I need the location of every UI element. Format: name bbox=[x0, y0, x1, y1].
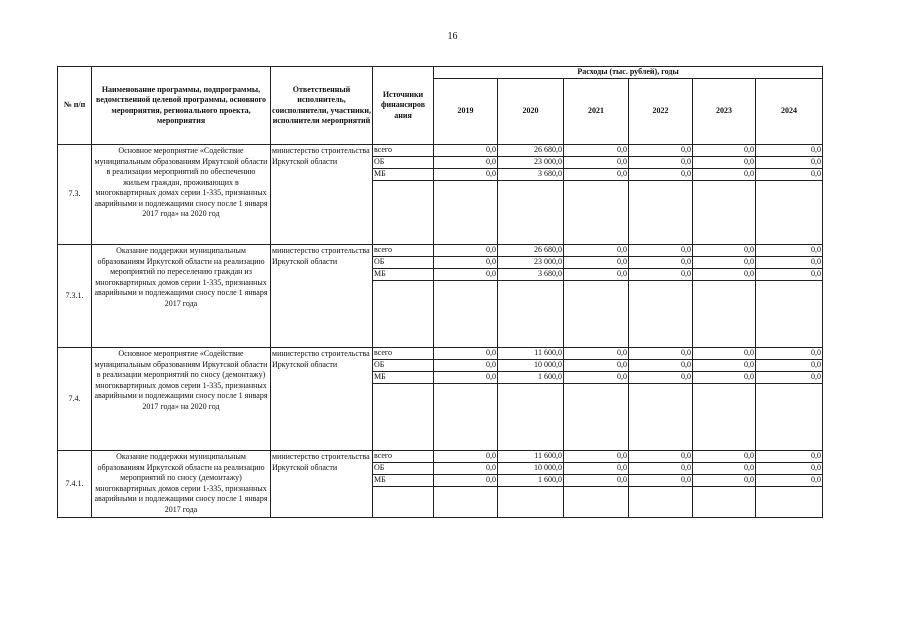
empty-cell bbox=[629, 281, 693, 348]
expense-value: 0,0 bbox=[434, 463, 498, 475]
expense-value: 0,0 bbox=[564, 360, 629, 372]
row-number: 7.3.1. bbox=[58, 245, 92, 348]
expense-value: 0,0 bbox=[434, 451, 498, 463]
empty-cell bbox=[629, 181, 693, 245]
expense-value: 26 680,0 bbox=[498, 145, 564, 157]
row-number: 7.3. bbox=[58, 145, 92, 245]
empty-cell bbox=[629, 487, 693, 518]
funding-source: ОБ bbox=[373, 360, 434, 372]
funding-source: МБ bbox=[373, 169, 434, 181]
empty-cell bbox=[373, 384, 434, 451]
header-num: № п/п bbox=[58, 67, 92, 145]
header-name: Наименование программы, подпрограммы, ведомственной целевой программы, основного мероприятия, регионального проекта, мероприятия bbox=[92, 67, 271, 145]
table-body bbox=[58, 145, 823, 518]
empty-cell bbox=[756, 487, 823, 518]
expense-value: 0,0 bbox=[693, 372, 756, 384]
expense-value: 0,0 bbox=[629, 463, 693, 475]
expense-value: 0,0 bbox=[693, 463, 756, 475]
expense-value: 0,0 bbox=[693, 451, 756, 463]
funding-source: всего bbox=[373, 451, 434, 463]
empty-cell bbox=[434, 487, 498, 518]
row-responsible: министерство строительства Иркутской области bbox=[271, 348, 373, 451]
expense-value: 11 600,0 bbox=[498, 451, 564, 463]
expense-value: 0,0 bbox=[434, 157, 498, 169]
expenses-table bbox=[57, 66, 823, 518]
expense-value: 0,0 bbox=[756, 360, 823, 372]
expense-value: 0,0 bbox=[693, 475, 756, 487]
expense-value: 0,0 bbox=[693, 360, 756, 372]
expense-value: 0,0 bbox=[564, 348, 629, 360]
expense-value: 23 000,0 bbox=[498, 257, 564, 269]
row-number: 7.4.1. bbox=[58, 451, 92, 518]
expense-value: 0,0 bbox=[434, 269, 498, 281]
empty-cell bbox=[498, 181, 564, 245]
expense-value: 0,0 bbox=[629, 145, 693, 157]
expense-value: 0,0 bbox=[629, 475, 693, 487]
row-responsible: министерство строительства Иркутской области bbox=[271, 451, 373, 518]
row-name: Оказание поддержки муниципальным образованиям Иркутской области на реализацию мероприятий по сносу (демонтажу) многоквартирных домов серии 1-335, признанных аварийными и подлежащими сносу после 1 января 2017 года bbox=[92, 451, 271, 518]
empty-cell bbox=[756, 281, 823, 348]
header-year: 2021 bbox=[564, 79, 629, 145]
expense-value: 1 600,0 bbox=[498, 372, 564, 384]
table-row bbox=[58, 348, 823, 360]
expense-value: 0,0 bbox=[629, 360, 693, 372]
row-number: 7.4. bbox=[58, 348, 92, 451]
table-row bbox=[58, 145, 823, 157]
empty-cell bbox=[434, 181, 498, 245]
empty-cell bbox=[693, 281, 756, 348]
expense-value: 0,0 bbox=[629, 348, 693, 360]
expense-value: 0,0 bbox=[756, 269, 823, 281]
expense-value: 0,0 bbox=[756, 169, 823, 181]
expense-value: 0,0 bbox=[629, 269, 693, 281]
header-year: 2023 bbox=[693, 79, 756, 145]
expense-value: 0,0 bbox=[434, 169, 498, 181]
funding-source: всего bbox=[373, 245, 434, 257]
expense-value: 0,0 bbox=[434, 348, 498, 360]
header-year: 2024 bbox=[756, 79, 823, 145]
empty-cell bbox=[498, 487, 564, 518]
empty-cell bbox=[564, 384, 629, 451]
row-responsible: министерство строительства Иркутской области bbox=[271, 245, 373, 348]
expense-value: 0,0 bbox=[434, 372, 498, 384]
expense-value: 0,0 bbox=[564, 451, 629, 463]
empty-cell bbox=[629, 384, 693, 451]
row-responsible: министерство строительства Иркутской области bbox=[271, 145, 373, 245]
funding-source: МБ bbox=[373, 269, 434, 281]
expense-value: 0,0 bbox=[756, 475, 823, 487]
empty-cell bbox=[756, 384, 823, 451]
expense-value: 0,0 bbox=[629, 169, 693, 181]
funding-source: всего bbox=[373, 348, 434, 360]
expense-value: 26 680,0 bbox=[498, 245, 564, 257]
table-row bbox=[58, 451, 823, 463]
expense-value: 0,0 bbox=[693, 157, 756, 169]
expense-value: 23 000,0 bbox=[498, 157, 564, 169]
expense-value: 0,0 bbox=[756, 245, 823, 257]
funding-source: ОБ bbox=[373, 257, 434, 269]
expense-value: 0,0 bbox=[693, 145, 756, 157]
expense-value: 0,0 bbox=[693, 348, 756, 360]
header-sources: Источники финансиров ания bbox=[373, 67, 434, 145]
page-number: 16 bbox=[447, 31, 458, 42]
empty-cell bbox=[564, 487, 629, 518]
expense-value: 0,0 bbox=[693, 257, 756, 269]
expense-value: 1 600,0 bbox=[498, 475, 564, 487]
funding-source: МБ bbox=[373, 372, 434, 384]
header-year: 2019 bbox=[434, 79, 498, 145]
row-name: Оказание поддержки муниципальным образованиям Иркутской области на реализацию мероприятий по переселению граждан из многоквартирных домов серии 1-335, признанных аварийными и подлежащими сносу после 1 января 2017 года bbox=[92, 245, 271, 348]
expense-value: 0,0 bbox=[629, 157, 693, 169]
expense-value: 0,0 bbox=[693, 169, 756, 181]
expense-value: 10 000,0 bbox=[498, 463, 564, 475]
funding-source: МБ bbox=[373, 475, 434, 487]
expense-value: 0,0 bbox=[756, 372, 823, 384]
funding-source: ОБ bbox=[373, 463, 434, 475]
header-year: 2020 bbox=[498, 79, 564, 145]
funding-source: ОБ bbox=[373, 157, 434, 169]
expense-value: 0,0 bbox=[564, 245, 629, 257]
empty-cell bbox=[373, 487, 434, 518]
expense-value: 0,0 bbox=[564, 269, 629, 281]
empty-cell bbox=[756, 181, 823, 245]
empty-cell bbox=[693, 181, 756, 245]
empty-cell bbox=[373, 181, 434, 245]
row-name: Основное мероприятие «Содействие муниципальным образованиям Иркутской области в реализации мероприятий по сносу (демонтажу) многоквартирных домов серии 1-335, признанных аварийными и подлежащими сносу после 1 января 2017 года» на 2020 год bbox=[92, 348, 271, 451]
expense-value: 3 680,0 bbox=[498, 269, 564, 281]
expense-value: 0,0 bbox=[629, 372, 693, 384]
header-expenses: Расходы (тыс. рублей), годы bbox=[434, 67, 823, 79]
expense-value: 0,0 bbox=[756, 463, 823, 475]
expense-value: 0,0 bbox=[629, 257, 693, 269]
expense-value: 0,0 bbox=[564, 463, 629, 475]
expense-value: 11 600,0 bbox=[498, 348, 564, 360]
empty-cell bbox=[498, 281, 564, 348]
empty-cell bbox=[373, 281, 434, 348]
expense-value: 0,0 bbox=[756, 145, 823, 157]
expense-value: 0,0 bbox=[564, 157, 629, 169]
expense-value: 0,0 bbox=[629, 451, 693, 463]
empty-cell bbox=[693, 487, 756, 518]
expense-value: 0,0 bbox=[756, 348, 823, 360]
funding-source: всего bbox=[373, 145, 434, 157]
empty-cell bbox=[564, 281, 629, 348]
expense-value: 0,0 bbox=[564, 169, 629, 181]
row-name: Основное мероприятие «Содействие муниципальным образованиям Иркутской области в реализации мероприятий по обеспечению жильем граждан, проживающих в многоквартирных домах серии 1-335, признанных аварийными и подлежащими сносу после 1 января 2017 года» на 2020 год bbox=[92, 145, 271, 245]
header-year: 2022 bbox=[629, 79, 693, 145]
empty-cell bbox=[434, 281, 498, 348]
expense-value: 0,0 bbox=[434, 145, 498, 157]
expense-value: 10 000,0 bbox=[498, 360, 564, 372]
empty-cell bbox=[693, 384, 756, 451]
expense-value: 3 680,0 bbox=[498, 169, 564, 181]
expense-value: 0,0 bbox=[564, 475, 629, 487]
expense-value: 0,0 bbox=[434, 245, 498, 257]
expense-value: 0,0 bbox=[564, 372, 629, 384]
empty-cell bbox=[434, 384, 498, 451]
expense-value: 0,0 bbox=[564, 145, 629, 157]
expense-value: 0,0 bbox=[693, 269, 756, 281]
table-row bbox=[58, 245, 823, 257]
expense-value: 0,0 bbox=[693, 245, 756, 257]
expense-value: 0,0 bbox=[434, 360, 498, 372]
expense-value: 0,0 bbox=[756, 257, 823, 269]
expense-value: 0,0 bbox=[629, 245, 693, 257]
empty-cell bbox=[498, 384, 564, 451]
expense-value: 0,0 bbox=[564, 257, 629, 269]
expense-value: 0,0 bbox=[434, 257, 498, 269]
header-responsible: Ответственный исполнитель, соисполнители, участники, исполнители мероприятий bbox=[271, 67, 373, 145]
expense-value: 0,0 bbox=[434, 475, 498, 487]
empty-cell bbox=[564, 181, 629, 245]
expense-value: 0,0 bbox=[756, 451, 823, 463]
expense-value: 0,0 bbox=[756, 157, 823, 169]
